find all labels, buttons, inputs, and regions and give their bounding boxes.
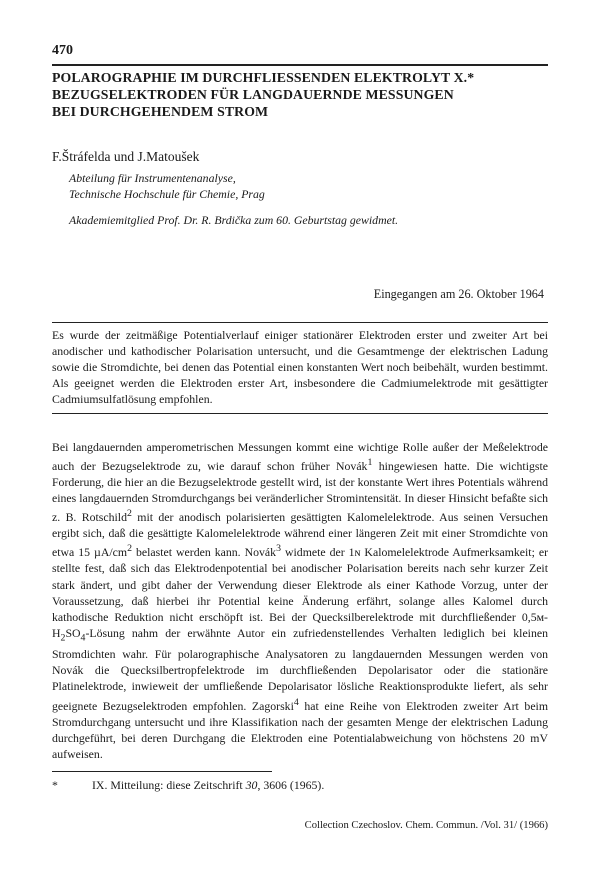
header-rule xyxy=(52,64,548,66)
body-text: -Lösung nahm der erwähnte Autor ein zufriedenstellendes Verhalten lediglich bei kleinen Stromdichten wahr. Für polarographische Analysatoren zu langdauernden Messungen werden von Novák die Quecksilbertropfelektrode im durchfließenden Depolarisator oder die stationäre Platinelektrode, inwieweit der umfließende Depolarisator lösliche Reaktionsprodukte liefert, als sehr geeignete Bezugselektroden empfohlen. Zagorski xyxy=(52,625,548,713)
article-page xyxy=(52,0,548,873)
title-line: POLAROGRAPHIE IM DURCHFLIESSENDEN ELEKTROLYT X.* xyxy=(52,70,475,85)
affiliation xyxy=(69,170,265,202)
superscript: 2 xyxy=(127,543,132,555)
title-line: BEZUGSELEKTRODEN FÜR LANGDAUERNDE MESSUNGEN xyxy=(52,87,454,102)
body-text: widmete der 1ɴ Kalomelelektrode Aufmerksamkeit; er stellte fest, daß sich das Elektrodenpotential bei anodischer Polarisation bereits nach sehr kurzer Zeit stark ändert, und gibt daher der Verwendung dieser Elektrode als einer Kathode Vorzug, unter der Voraussetzung, daß hierbei ihr Potential keine Änderung erfährt, solange alles Kalomel durch kathodische Reduktion nicht erschöpft ist. Bei der Quecksilberelektrode mit durchfließender 0,5ᴍ-H xyxy=(52,545,549,640)
title-line: BEI DURCHGEHENDEM STROM xyxy=(52,104,269,119)
abstract-top-rule xyxy=(52,322,548,323)
reference-mark: 3 xyxy=(276,543,281,555)
body-text: mit der anodisch polarisierten gesättigten Kalomelelektrode. Aus seinen Versuchen ergibt sich, daß die gesättigte Kalomelelektrode während einer längeren Zeit mit einer Stromdichte von etwa 15 µA/cm xyxy=(52,510,549,560)
journal-citation: Collection Czechoslov. Chem. Commun. /Vol. 31/ (1966) xyxy=(304,820,548,831)
abstract-bottom-rule xyxy=(52,413,548,414)
footnote-rule xyxy=(52,771,272,772)
body-text: hingewiesen hatte. Die wichtigste Forderung, die hier an die Bezugselektrode gestellt wird, ist der konstante Wert ihres Potentials während eines langdauernden Stromdurchgangs bei veränderlicher Stromintensität. In dieser Hinsicht befaßte sich z. B. Rotschild xyxy=(52,459,548,525)
subscript: 2 xyxy=(60,632,66,644)
page-number: 470 xyxy=(52,43,73,58)
authors: F.Štráfelda und J.Matoušek xyxy=(52,149,200,164)
affiliation-line: Technische Hochschule für Chemie, Prag xyxy=(69,187,265,201)
dedication: Akademiemitglied Prof. Dr. R. Brdička zum 60. Geburtstag gewidmet. xyxy=(69,213,399,227)
footnote-volume: 30 xyxy=(245,778,258,792)
footnote-text: IX. Mitteilung: diese Zeitschrift xyxy=(92,778,246,792)
body-text: SO xyxy=(65,625,81,640)
body-paragraph xyxy=(52,439,548,762)
reference-mark: 2 xyxy=(127,508,132,520)
footnote xyxy=(52,778,324,793)
footnote-text: , 3606 (1965). xyxy=(257,778,325,792)
footnote-mark: * xyxy=(52,778,58,792)
abstract: Es wurde der zeitmäßige Potentialverlauf einiger stationärer Elektroden erster und zweiter Art bei anodischer und kathodischer Polarisation untersucht, und die Gesamtmenge der elektrischen Ladung sowie die Stromdichte, bei denen das Potential einen konstanten Wert noch beibehält, wurden bestimmt. Als geeignet werden die Elektroden erster Art, insbesondere die Cadmiumelektrode mit gesättigter Cadmiumsulfatlösung empfohlen. xyxy=(52,328,548,406)
affiliation-line: Abteilung für Instrumentenanalyse, xyxy=(69,171,236,185)
body-text: belastet werden kann. Novák xyxy=(132,545,277,560)
subscript: 4 xyxy=(80,632,86,644)
received-date: Eingegangen am 26. Oktober 1964 xyxy=(373,287,544,301)
article-title xyxy=(52,69,548,120)
reference-mark: 4 xyxy=(293,696,299,708)
reference-mark: 1 xyxy=(367,457,373,469)
body-text: Bei langdauernden amperometrischen Messungen kommt eine wichtige Rolle außer der Meßelektrode auch der Bezugselektrode zu, wie darauf schon früher Novák xyxy=(52,440,548,474)
body-text: hat eine Reihe von Elektroden zweiter Art beim Stromdurchgang untersucht und ihre Klassifikation nach der gesamten Menge der elektrischen Ladung durchgeführt, bei deren Durchgang die Elektroden eine Potentialabweichung von höchstens 20 mV aufweisen. xyxy=(52,698,549,761)
